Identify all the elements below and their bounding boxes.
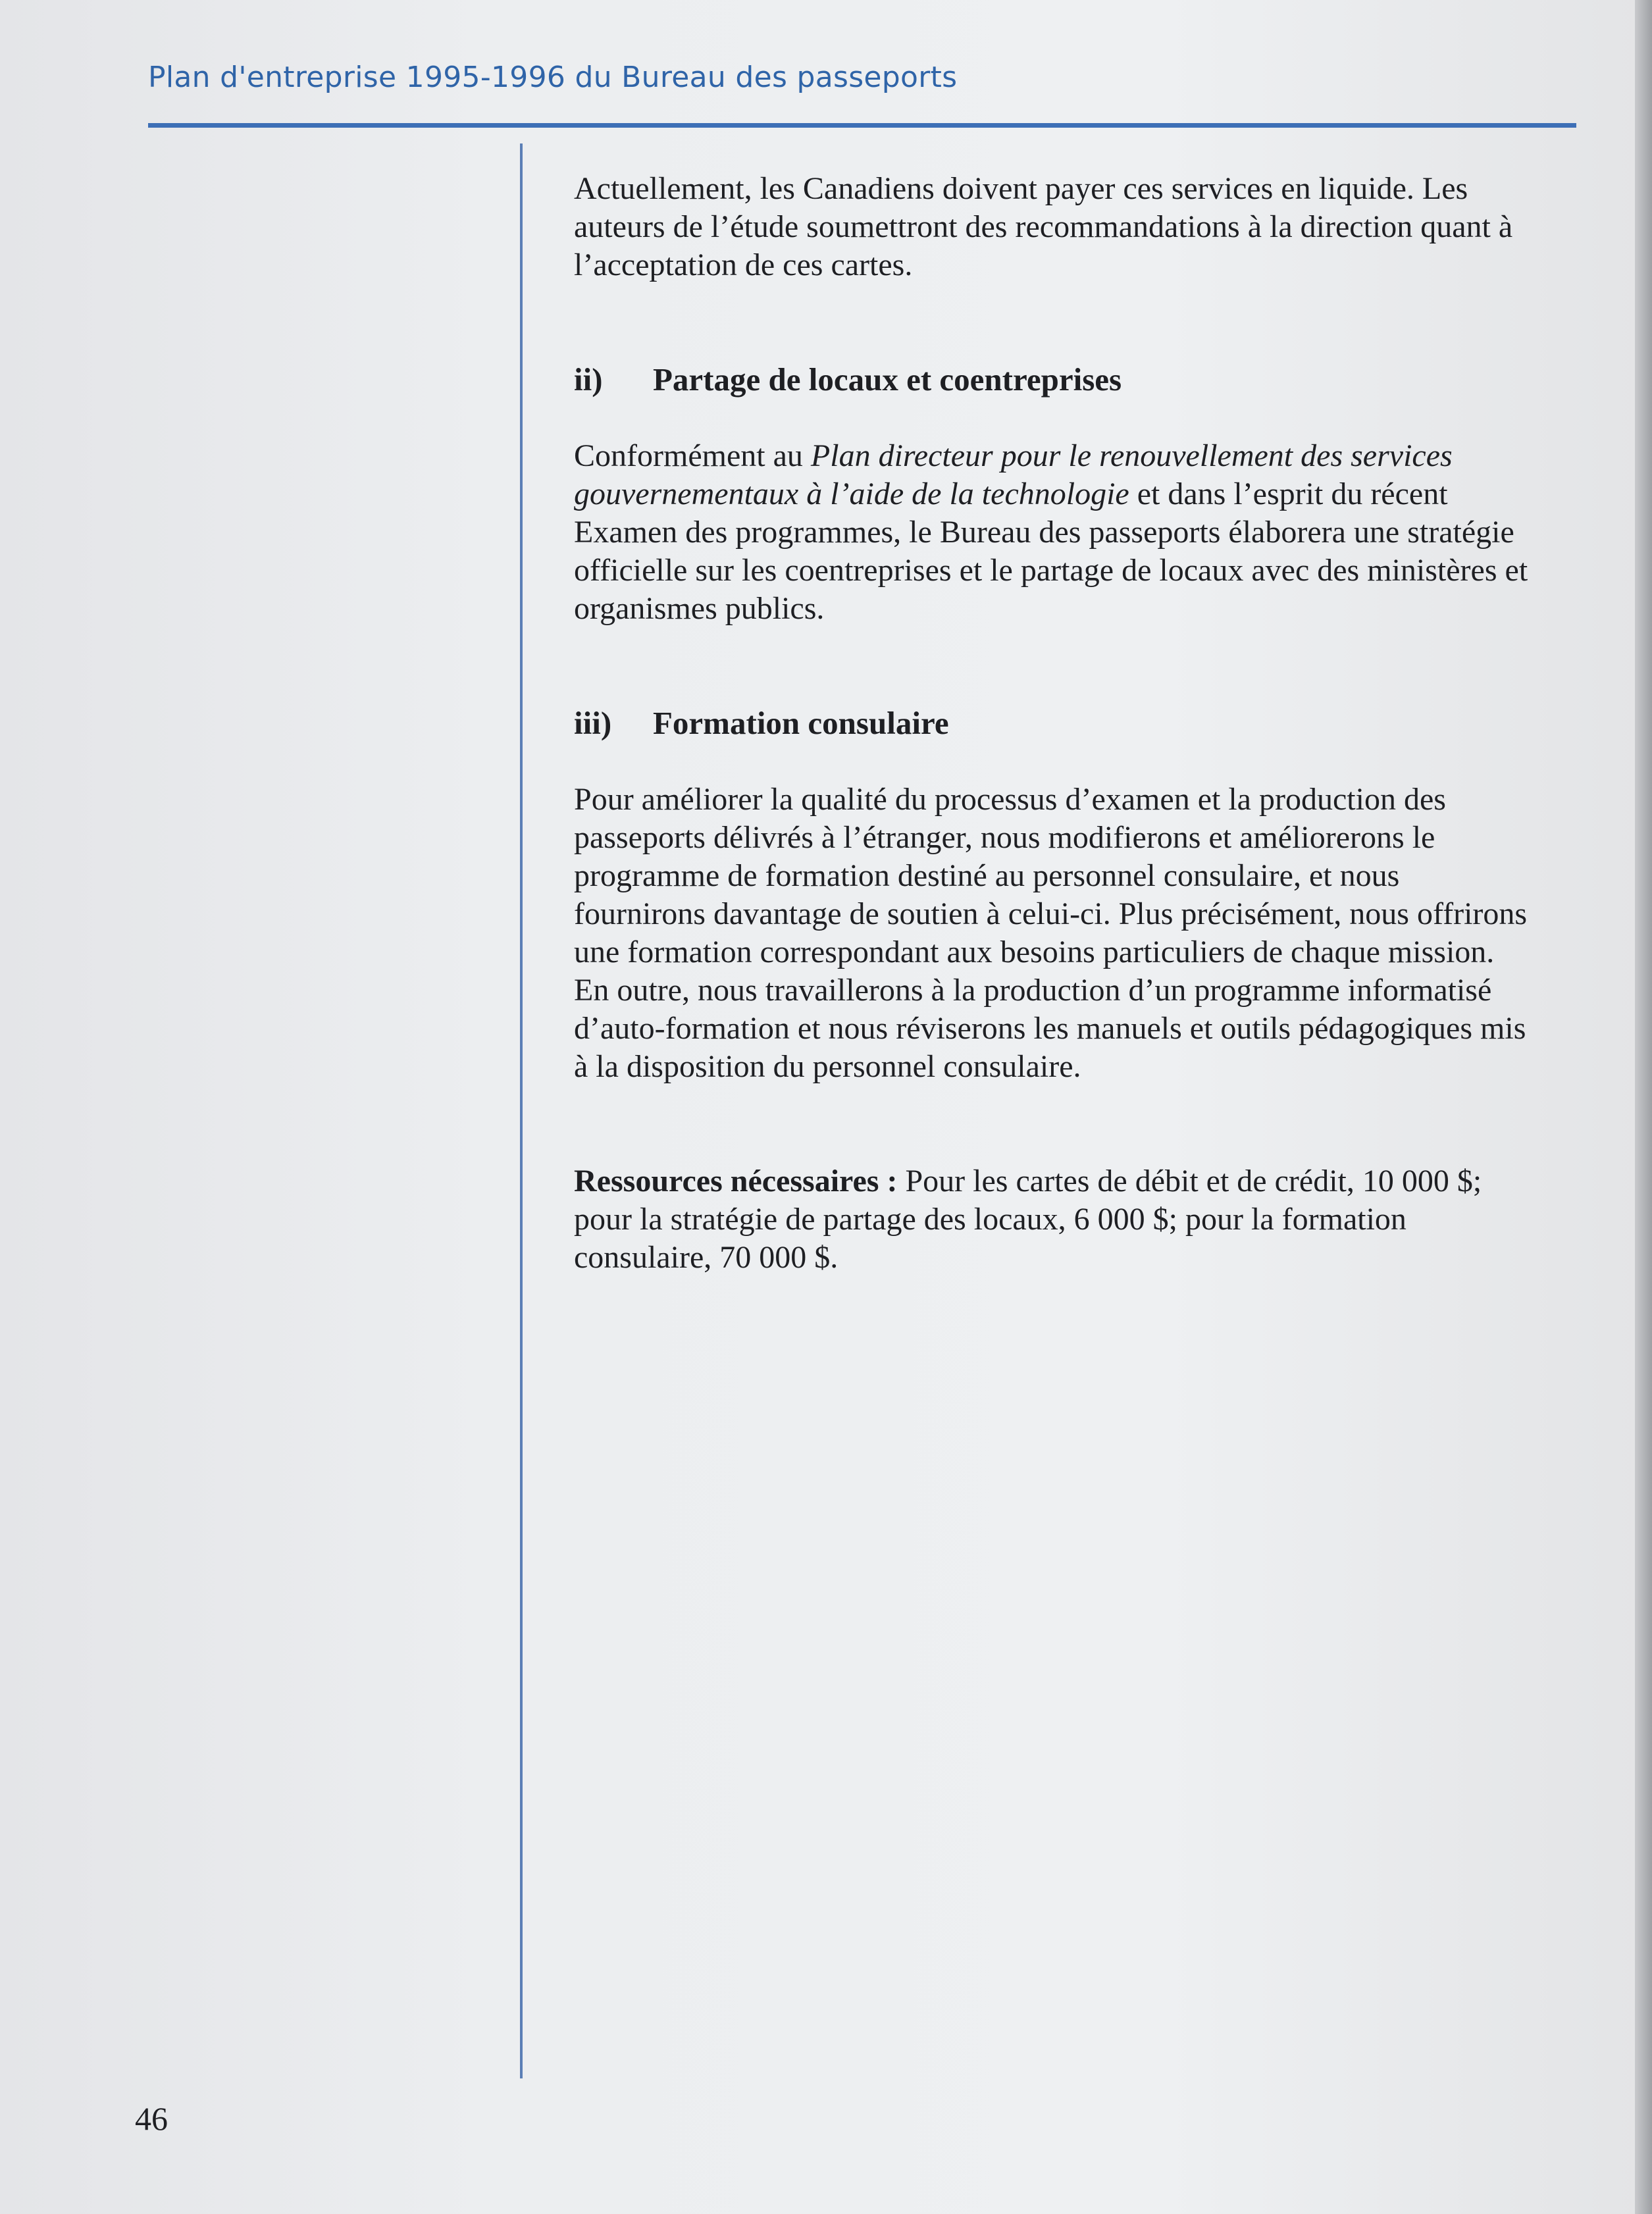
running-header-title: Plan d'entreprise 1995-1996 du Bureau des passeports [148, 61, 958, 94]
paragraph-shared-premises [574, 437, 1535, 628]
section-heading-shared-premises [574, 361, 1535, 399]
paragraph-consular-training: Pour améliorer la qualité du processus d’examen et la production des passeports délivrés à l’étranger, nous modifierons et améliorerons le programme de formation destiné au personnel consulaire, et nous fournirons davantage de soutien à celui-ci. Plus précisément, nous offrirons une formation correspondant aux besoins particuliers de chaque mission. En outre, nous travaillerons à la production d’un programme informatisé d’auto-formation et nous réviserons les manuels et outils pédagogiques mis à la disposition du personnel consulaire. [574, 782, 1528, 1084]
section-number: ii) [574, 361, 603, 398]
main-text-column [574, 170, 1535, 1277]
text-run: Conformément au [574, 438, 811, 473]
section-heading-consular-training [574, 704, 1535, 742]
page-number: 46 [135, 2100, 168, 2137]
resources-text: Pour les cartes de débit et de crédit, 10 000 $; pour la stratégie de partage des locaux, 6 000 $; pour la formation consulaire, 70 000 $. [574, 1164, 1482, 1275]
paragraph-payment-cards: Actuellement, les Canadiens doivent payer ces services en liquide. Les auteurs de l’étude soumettront des recommandations à la direction quant à l’acceptation de ces cartes. [574, 171, 1513, 282]
resources-label: Ressources nécessaires : [574, 1164, 898, 1198]
section-title: Partage de locaux et coentreprises [653, 361, 1122, 398]
text-run: et dans l’esprit du récent Examen des programmes, le Bureau des passeports élaborera une stratégie officielle sur les coentreprises et le partage de locaux avec des ministères et organismes publics. [574, 476, 1528, 626]
italic-document-title: Plan directeur pour le renouvellement des services gouvernementaux à l’aide de la technologie [574, 438, 1453, 511]
header-rule [148, 123, 1576, 128]
page-edge-shadow [1635, 0, 1652, 2214]
section-title: Formation consulaire [653, 705, 949, 741]
section-number: iii) [574, 705, 612, 741]
margin-vertical-rule [520, 143, 523, 2078]
paragraph-resources [574, 1162, 1535, 1277]
